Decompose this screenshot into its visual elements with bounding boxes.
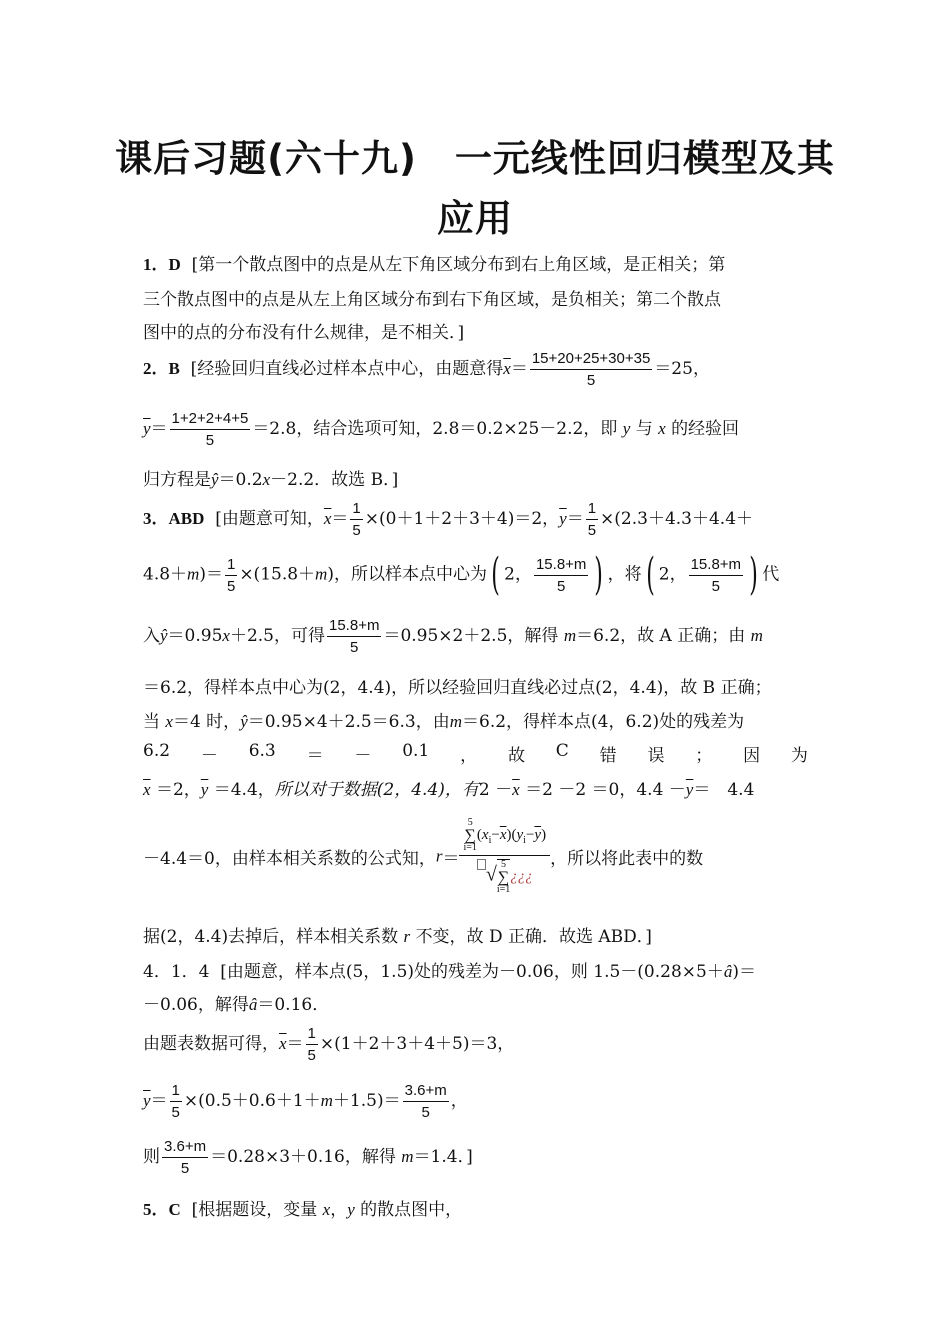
equals: ＝	[286, 1034, 304, 1054]
sigma-symbol: ∑	[497, 869, 510, 886]
equals: ＝	[150, 419, 168, 439]
lower-limit: i=1	[463, 842, 477, 853]
var-m: m	[187, 564, 200, 584]
upper-limit: 5	[467, 817, 473, 828]
denominator: 5	[180, 1160, 190, 1177]
q3-text-14: ＝6.2，故 A 正确；由	[576, 626, 746, 646]
q1-answer: 1．D	[143, 255, 181, 274]
a-hat: â	[723, 962, 733, 981]
fraction-m	[403, 1082, 449, 1121]
y-bar: $\overline{y}$	[200, 780, 209, 799]
q1-line-3: 图中的点的分布没有什么规律，是不相关．]	[143, 323, 465, 343]
comma: ，	[514, 564, 532, 585]
var-x: x	[262, 470, 271, 489]
equals: ＝	[510, 359, 528, 379]
justified-token: 故	[507, 746, 525, 766]
denominator: 5	[226, 577, 236, 595]
fraction-y-mean	[170, 410, 251, 449]
justified-token: 误	[647, 746, 665, 766]
a-hat: â	[248, 995, 258, 1014]
var-y: y	[516, 826, 524, 843]
justified-token: C	[555, 741, 569, 761]
y-hat: ŷ	[160, 626, 168, 645]
numerator: 15.8+m	[327, 617, 381, 637]
left-paren: (	[491, 549, 500, 600]
value-2: 2	[658, 564, 670, 585]
q3-line-1	[143, 500, 753, 539]
q3-text-2: ×(0＋1＋2＋3＋4)＝2，	[364, 509, 560, 529]
sigma-sum	[497, 859, 510, 895]
denominator: 5	[711, 577, 720, 595]
formula-denominator	[477, 856, 533, 895]
var-m: m	[449, 712, 462, 731]
justified-token: －	[354, 746, 372, 766]
fraction-m	[162, 1138, 208, 1177]
q2-text-8: －2.2．故选 B．]	[270, 470, 399, 490]
var-x: x	[222, 626, 230, 645]
fraction-x-mean	[530, 350, 652, 389]
right-paren: )	[594, 549, 604, 600]
lower-limit: i=1	[496, 884, 511, 895]
formula-numerator: 5 ∑ i=1 $(x_i-\overline{x})(y_i-\overline{y})$	[459, 818, 550, 856]
equals: ＝	[442, 849, 460, 869]
q4-answer: 4．1．4	[143, 962, 210, 982]
q3-line-8	[143, 818, 703, 895]
justified-token: 6.3	[248, 741, 276, 761]
q3-text-19: ＝2，	[155, 780, 201, 800]
var-y: y	[622, 419, 631, 438]
denominator: 5	[557, 577, 566, 595]
q4-text-3: －0.06，解得	[143, 995, 249, 1015]
justified-token: 因	[743, 746, 761, 766]
q1-line-2: 三个散点图中的点是从左上角区域分布到右下角区域，是负相关；第二个散点	[143, 290, 721, 310]
x-bar: $\overline{x}$	[323, 509, 332, 528]
y-bar: $\overline{y}$	[559, 509, 567, 528]
q2-text-3: ＝2.8，结合选项可知，2.8＝0.2×25－2.2，即	[252, 419, 618, 439]
q3-text-23: ＝2 －2 ＝0，4.4 －	[525, 780, 686, 800]
q4-line-3	[143, 1025, 514, 1064]
q3-text-6: ×(15.8＋	[239, 564, 316, 585]
q3-text-22: 2 －	[478, 780, 513, 800]
q4-line-1	[143, 957, 756, 982]
numerator: 1	[225, 556, 237, 576]
x-bar: $\overline{x}$	[512, 780, 520, 799]
y-bar: $\overline{y}$	[143, 419, 151, 438]
fraction-one-fifth	[170, 1082, 182, 1121]
q3-line-6-justified	[143, 741, 808, 766]
right-paren: )	[749, 549, 758, 600]
q4-text-2: )＝	[732, 962, 756, 982]
q2-text-5: 的经验回	[671, 419, 740, 439]
index: i	[463, 842, 467, 853]
var-x: x	[165, 712, 173, 731]
missing-glyph-box	[477, 859, 486, 870]
q4-line-5	[143, 1138, 473, 1177]
q2-text-4: 与	[635, 419, 653, 439]
numerator: 1	[170, 1082, 182, 1102]
denominator: 5	[587, 522, 597, 539]
x-bar: $\overline{x}$	[279, 1034, 287, 1053]
q2-line-2	[143, 410, 739, 449]
index-start: 1	[505, 884, 511, 895]
q5-text: [根据题设，变量	[191, 1200, 318, 1220]
y-hat: ŷ	[240, 712, 248, 731]
fraction-one-fifth	[306, 1025, 318, 1064]
q3-text-4: 4.8＋	[143, 564, 188, 585]
y-bar: $\overline{y}$	[534, 826, 542, 843]
denominator: 5	[421, 1104, 430, 1121]
numerator: 1	[306, 1025, 318, 1045]
q2-text-2: ＝25，	[654, 359, 710, 379]
q3-text-24: ＝ 4.4	[693, 780, 755, 800]
q2-text: [经验回归直线必过样本点中心，由题意得	[190, 359, 504, 379]
fraction-m	[689, 556, 743, 595]
justified-token: 错	[599, 746, 617, 766]
q3-line-9	[143, 922, 652, 947]
fraction-one-fifth	[586, 500, 598, 539]
q4-text-5: 由题表数据可得，	[143, 1034, 279, 1054]
q3-text-12: ＋2.5，可得	[229, 626, 325, 646]
x-bar: $\overline{x}$	[503, 359, 511, 378]
justified-token: ，	[460, 746, 478, 766]
q4-line-2	[143, 990, 329, 1015]
sqrt-symbol: √	[485, 863, 497, 886]
q5-text-2: ，	[330, 1200, 348, 1220]
sigma-sum	[463, 818, 476, 853]
q5-line-1	[143, 1195, 462, 1220]
q3-text: [由题意可知，	[215, 509, 324, 529]
q3-text-11: ＝0.95	[167, 626, 223, 646]
x-bar: $\overline{x}$	[499, 826, 507, 843]
q4-text-10: 则	[143, 1147, 160, 1167]
q3-line-7	[143, 775, 754, 800]
q4-line-4	[143, 1082, 468, 1121]
denominator: 5	[205, 432, 215, 449]
correlation-formula	[459, 818, 550, 895]
var-r: r	[403, 927, 411, 946]
q3-text-18: ＝6.2，得样本点(4，6.2)处的残差为	[462, 712, 745, 732]
upper-limit: 5	[501, 859, 507, 870]
denominator: 5	[350, 639, 359, 656]
justified-token: 0.1	[402, 741, 430, 761]
q3-text-28: 不变，故 D 正确．故选 ABD．]	[415, 927, 652, 947]
q3-text-26: ，所以将此表中的数	[550, 849, 704, 869]
value-2: 2	[504, 564, 515, 585]
numerator: 1	[350, 500, 362, 520]
q2-text-6: 归方程是	[143, 470, 211, 490]
var-m: m	[750, 626, 763, 645]
index: i	[523, 834, 526, 846]
q4-text-11: ＝0.28×3＋0.16，解得	[210, 1147, 396, 1167]
q3-answer: 3．ABD	[143, 509, 205, 528]
justified-token: －	[200, 746, 218, 766]
fraction-m	[534, 556, 588, 595]
index: i	[488, 834, 492, 846]
index: i	[496, 884, 500, 895]
q4-text-7: ×(0.5＋0.6＋1＋	[183, 1091, 321, 1111]
page-title-line-1: 课后习题(六十九) 一元线性回归模型及其	[115, 137, 835, 180]
q1-line-1	[143, 250, 725, 275]
justified-token: ；	[695, 746, 713, 766]
q3-text-25: －4.4＝0，由样本相关系数的公式知，	[143, 849, 436, 869]
q3-line-3	[143, 617, 763, 656]
q1-text-1: [第一个散点图中的点是从左下角区域分布到右上角区域，是正相关；第	[191, 255, 726, 275]
numerator: 1+2+2+4+5	[170, 410, 251, 430]
denominator: 5	[586, 372, 596, 389]
q3-text-21: 所以对于数据(2，4.4)，有	[274, 780, 479, 800]
sigma-symbol: ∑	[464, 827, 476, 844]
index-start: 1	[471, 842, 477, 853]
numerator: 15+20+25+30+35	[530, 350, 652, 370]
q3-text-10: 入	[143, 626, 160, 646]
q4-text-6: ×(1＋2＋3＋4＋5)＝3，	[319, 1034, 515, 1054]
equals: ＝	[331, 509, 349, 529]
fraction-one-fifth	[350, 500, 362, 539]
equals: ＝	[566, 509, 584, 529]
left-paren: (	[645, 549, 655, 600]
numerator: 3.6+m	[162, 1138, 208, 1158]
var-m: m	[401, 1147, 414, 1166]
numerator: 1	[586, 500, 598, 520]
q3-text-8: ，将	[607, 564, 642, 585]
justified-token: 6.2	[143, 741, 171, 761]
q2-line-1	[143, 350, 710, 389]
q3-text-16: ＝4 时，	[172, 712, 241, 732]
garbled-text: ¿¿¿	[510, 868, 533, 885]
q3-text-15: 当	[143, 712, 160, 732]
q4-text: [由题意，样本点(5，1.5)处的残差为－0.06，则 1.5－(0.28×5＋	[220, 962, 724, 982]
numerator: 3.6+m	[403, 1082, 449, 1102]
q5-answer: 5．C	[143, 1200, 181, 1219]
q3-text-17: ＝0.95×4＋2.5＝6.3，由	[247, 712, 450, 732]
q3-text-27: 据(2，4.4)去掉后，样本相关系数	[143, 927, 399, 947]
q2-text-7: ＝0.2	[218, 470, 263, 490]
q3-text-20: ＝4.4，	[213, 780, 275, 800]
var-m: m	[315, 564, 328, 584]
denominator: 5	[352, 522, 361, 539]
var-x: x	[481, 826, 489, 843]
var-y: y	[347, 1200, 355, 1219]
var-m: m	[320, 1091, 333, 1110]
numerator: 15.8+m	[689, 556, 743, 576]
q4-text-4: ＝0.16．	[257, 995, 330, 1015]
denominator: 5	[307, 1047, 316, 1064]
q3-text-7: )，所以样本点中心为	[327, 564, 487, 585]
q2-line-3	[143, 465, 398, 490]
equals: ＝	[150, 1091, 168, 1111]
y-bar: $\overline{y}$	[143, 1091, 151, 1110]
q4-text-9: ，	[450, 1091, 468, 1111]
q3-text-9: 代	[762, 564, 780, 585]
q3-line-2	[143, 549, 780, 600]
q4-text-12: ＝1.4．]	[413, 1147, 473, 1167]
var-r: r	[435, 846, 443, 866]
denominator: 5	[171, 1104, 180, 1121]
q3-text-13: ＝0.95×2＋2.5，解得	[383, 626, 559, 646]
numerator: 15.8+m	[534, 556, 588, 576]
justified-token: 为	[790, 746, 808, 766]
fraction-one-fifth	[225, 556, 237, 595]
comma: ，	[669, 564, 687, 585]
fraction-m	[327, 617, 381, 656]
page-title-line-2: 应用	[437, 197, 513, 240]
var-x: x	[658, 419, 666, 438]
q2-answer: 2．B	[143, 359, 180, 378]
var-x: x	[322, 1200, 331, 1219]
q3-text-3: ×(2.3＋4.3＋4.4＋	[600, 509, 754, 529]
y-hat: ŷ	[211, 470, 219, 489]
q3-line-4: ＝6.2，得样本点中心为(2，4.4)，所以经验回归直线必过点(2，4.4)，故 B 正确；	[143, 678, 772, 698]
q5-text-3: 的散点图中，	[360, 1200, 463, 1220]
q4-text-8: ＋1.5)＝	[332, 1091, 401, 1111]
q3-line-5	[143, 707, 744, 732]
var-m: m	[563, 626, 577, 645]
y-bar: $\overline{y}$	[685, 780, 694, 799]
q3-text-5: )＝	[199, 564, 223, 585]
x-bar: $\overline{x}$	[143, 780, 151, 799]
justified-token: ＝	[306, 746, 324, 766]
